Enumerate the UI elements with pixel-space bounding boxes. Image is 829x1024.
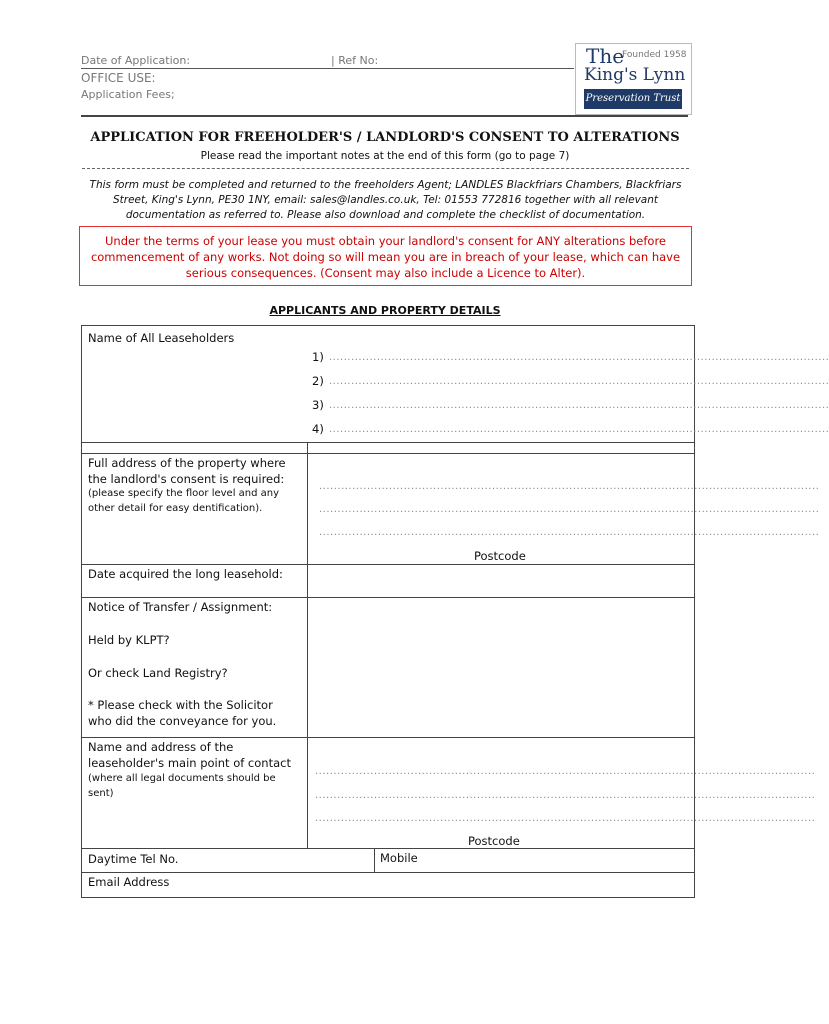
date-acquired-label: Date acquired the long leasehold: xyxy=(88,567,283,581)
contact-line-3-field[interactable]: ........................................................................................................................................ xyxy=(315,813,816,824)
date-of-application-label: Date of Application: xyxy=(81,54,191,67)
leaseholder-number: 1) xyxy=(312,350,324,364)
leaseholders-label: Name of All Leaseholders xyxy=(88,331,235,345)
row-divider xyxy=(82,848,694,849)
leaseholder-number: 4) xyxy=(312,422,324,436)
leaseholder-3-field[interactable]: ........................................................................................................................................ xyxy=(329,400,829,411)
office-use-label: OFFICE USE: xyxy=(81,71,156,85)
logo-founded-text: Founded 1958 xyxy=(622,50,687,60)
logo-name-text: King's Lynn xyxy=(584,65,686,85)
leaseholder-4-field[interactable]: ........................................................................................................................................ xyxy=(329,424,829,435)
form-subtitle: Please read the important notes at the end of this form (go to page 7) xyxy=(200,150,570,162)
held-by-klpt-label: Held by KLPT? xyxy=(88,633,170,647)
address-line-3-field[interactable]: ........................................................................................................................................ xyxy=(319,527,820,538)
postcode-label: Postcode xyxy=(474,549,526,563)
leaseholder-number: 3) xyxy=(312,398,324,412)
transfer-field[interactable] xyxy=(308,598,694,737)
header-divider xyxy=(81,115,688,117)
row-divider xyxy=(82,442,694,443)
full-address-note: (please specify the floor level and any other detail for easy dentification). xyxy=(88,488,280,514)
leaseholder-1-field[interactable]: ........................................................................................................................................ xyxy=(329,352,829,363)
column-divider xyxy=(307,737,308,848)
warning-text: Under the terms of your lease you must obtain your landlord's consent for ANY alterations before commencement of any works. Not doing so will mean you are in breach of your lease, which can have serious consequences. (Consent may also include a Licence to Alter). xyxy=(90,234,681,280)
email-field[interactable] xyxy=(222,873,692,895)
mobile-label: Mobile xyxy=(380,851,418,865)
contact-note: (where all legal documents should be sent) xyxy=(88,773,276,799)
leaseholder-number: 2) xyxy=(312,374,324,388)
form-title: APPLICATION FOR FREEHOLDER'S / LANDLORD'S CONSENT TO ALTERATIONS xyxy=(90,130,680,145)
section-heading: APPLICANTS AND PROPERTY DETAILS xyxy=(269,304,501,317)
email-label: Email Address xyxy=(88,875,170,889)
column-divider xyxy=(374,848,375,872)
ref-no-label: | Ref No: xyxy=(331,54,379,67)
warning-box xyxy=(79,226,692,286)
contact-line-1-field[interactable]: ........................................................................................................................................ xyxy=(315,766,816,777)
dashed-divider xyxy=(82,168,689,169)
contact-line-2-field[interactable]: ........................................................................................................................................ xyxy=(315,790,816,801)
row-divider xyxy=(82,737,694,738)
logo-trust-text: Preservation Trust xyxy=(584,89,682,109)
full-address-label: Full address of the property where the landlord's consent is required: xyxy=(88,456,286,486)
kings-lynn-preservation-trust-logo xyxy=(575,43,692,115)
header-rule xyxy=(81,68,574,69)
application-fees-label: Application Fees; xyxy=(81,88,175,101)
daytime-tel-label: Daytime Tel No. xyxy=(88,852,179,866)
form-instructions: This form must be completed and returned to the freeholders Agent; LANDLES Blackfriars Chambers, Blackfriars Street, King's Lynn, PE30 1NY, email: sales@landles.co.uk, Tel: 01553 772816 together with all relevant documentation as referred to. Please also download and complete the checklist of documentation. xyxy=(89,179,682,221)
address-line-1-field[interactable]: ........................................................................................................................................ xyxy=(319,481,820,492)
applicant-details-table xyxy=(81,325,829,898)
land-registry-label: Or check Land Registry? xyxy=(88,666,228,680)
contact-label: Name and address of the leaseholder's main point of contact xyxy=(88,740,291,770)
leaseholder-2-field[interactable]: ........................................................................................................................................ xyxy=(329,376,829,387)
date-acquired-field[interactable] xyxy=(308,565,694,597)
row-divider xyxy=(82,453,694,454)
solicitor-note: * Please check with the Solicitor who did the conveyance for you. xyxy=(88,698,277,728)
contact-postcode-label: Postcode xyxy=(468,834,520,848)
transfer-label: Notice of Transfer / Assignment: xyxy=(88,600,273,614)
column-divider xyxy=(307,442,308,453)
address-line-2-field[interactable]: ........................................................................................................................................ xyxy=(319,504,820,515)
logo-the-text: The xyxy=(586,44,625,68)
